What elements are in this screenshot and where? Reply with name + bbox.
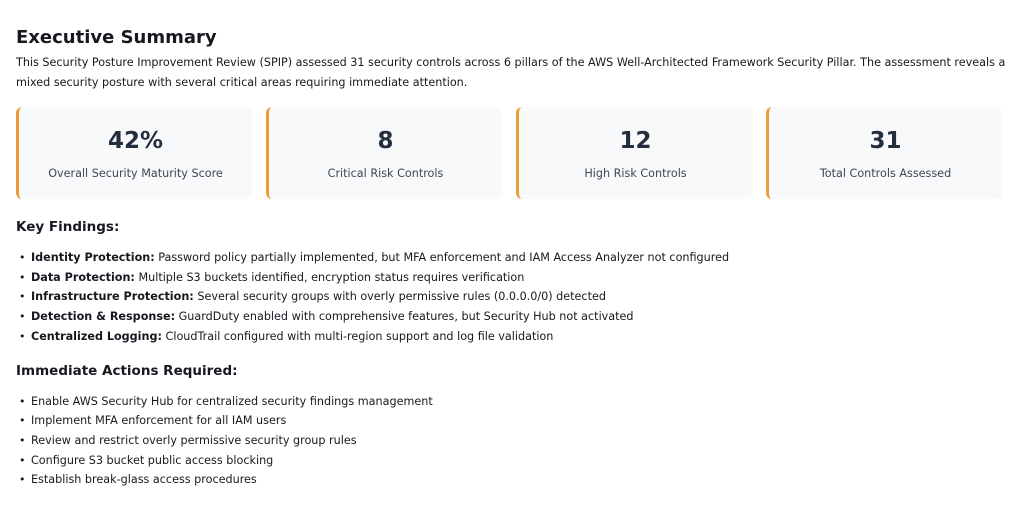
page-title: Executive Summary	[16, 27, 217, 48]
metric-card-total-controls	[766, 107, 1002, 199]
list-item	[16, 392, 1008, 412]
bullet-icon: •	[19, 329, 26, 343]
bullet-icon: •	[19, 290, 26, 304]
metric-value: 12	[619, 128, 652, 154]
metric-label: Overall Security Maturity Score	[48, 167, 223, 180]
bullet-icon: •	[19, 394, 26, 408]
bullet-icon: •	[19, 270, 26, 284]
metric-label: Critical Risk Controls	[327, 167, 444, 180]
list-item	[16, 470, 1008, 490]
immediate-actions-list	[16, 392, 1008, 491]
finding-text: Several security groups with overly permissive rules (0.0.0.0/0) detected	[193, 290, 606, 304]
metric-value: 42%	[107, 128, 164, 154]
action-text: Implement MFA enforcement for all IAM users	[31, 414, 287, 428]
bullet-icon: •	[19, 433, 26, 447]
finding-text: Multiple S3 buckets identified, encryption status requires verification	[134, 270, 525, 284]
intro-paragraph: This Security Posture Improvement Review (SPIP) assessed 31 security controls across 6 pillars of the AWS Well-Architected Framework Security Pillar. The assessment reveals a mixed security posture with several critical areas requiring immediate attention.	[16, 56, 1006, 89]
finding-label: Identity Protection:	[31, 251, 155, 264]
bullet-icon: •	[19, 473, 26, 487]
list-item	[16, 431, 1008, 451]
list-item	[16, 451, 1008, 471]
action-text: Configure S3 bucket public access blocking	[31, 453, 274, 467]
finding-label: Infrastructure Protection:	[31, 290, 194, 304]
bullet-icon: •	[19, 453, 26, 467]
action-text: Review and restrict overly permissive security group rules	[31, 433, 357, 447]
finding-text: CloudTrail configured with multi-region support and log file validation	[161, 329, 554, 343]
finding-label: Centralized Logging:	[31, 329, 162, 343]
list-item	[16, 287, 1008, 307]
list-item	[16, 268, 1008, 288]
metrics-row	[16, 107, 1002, 199]
metric-value: 31	[869, 128, 902, 154]
bullet-icon: •	[19, 310, 26, 324]
immediate-actions-heading: Immediate Actions Required:	[16, 362, 238, 379]
list-item	[16, 327, 1008, 347]
list-item	[16, 248, 1008, 268]
metric-value: 8	[377, 128, 394, 154]
metric-card-critical-risk	[266, 107, 502, 199]
bullet-icon: •	[19, 414, 26, 428]
metric-label: High Risk Controls	[584, 167, 687, 180]
bullet-icon: •	[19, 251, 26, 264]
key-findings-list	[16, 248, 1008, 347]
finding-label: Detection & Response:	[31, 310, 176, 324]
key-findings-heading: Key Findings:	[16, 219, 120, 235]
finding-label: Data Protection:	[31, 270, 135, 284]
metric-label: Total Controls Assessed	[819, 167, 952, 180]
metric-card-maturity-score	[16, 107, 252, 199]
finding-text: Password policy partially implemented, but MFA enforcement and IAM Access Analyzer not configured	[154, 251, 730, 264]
finding-text: GuardDuty enabled with comprehensive features, but Security Hub not activated	[175, 310, 634, 324]
list-item	[16, 307, 1008, 327]
list-item	[16, 411, 1008, 431]
action-text: Enable AWS Security Hub for centralized security findings management	[31, 394, 433, 408]
metric-card-high-risk	[516, 107, 752, 199]
action-text: Establish break-glass access procedures	[31, 473, 257, 487]
